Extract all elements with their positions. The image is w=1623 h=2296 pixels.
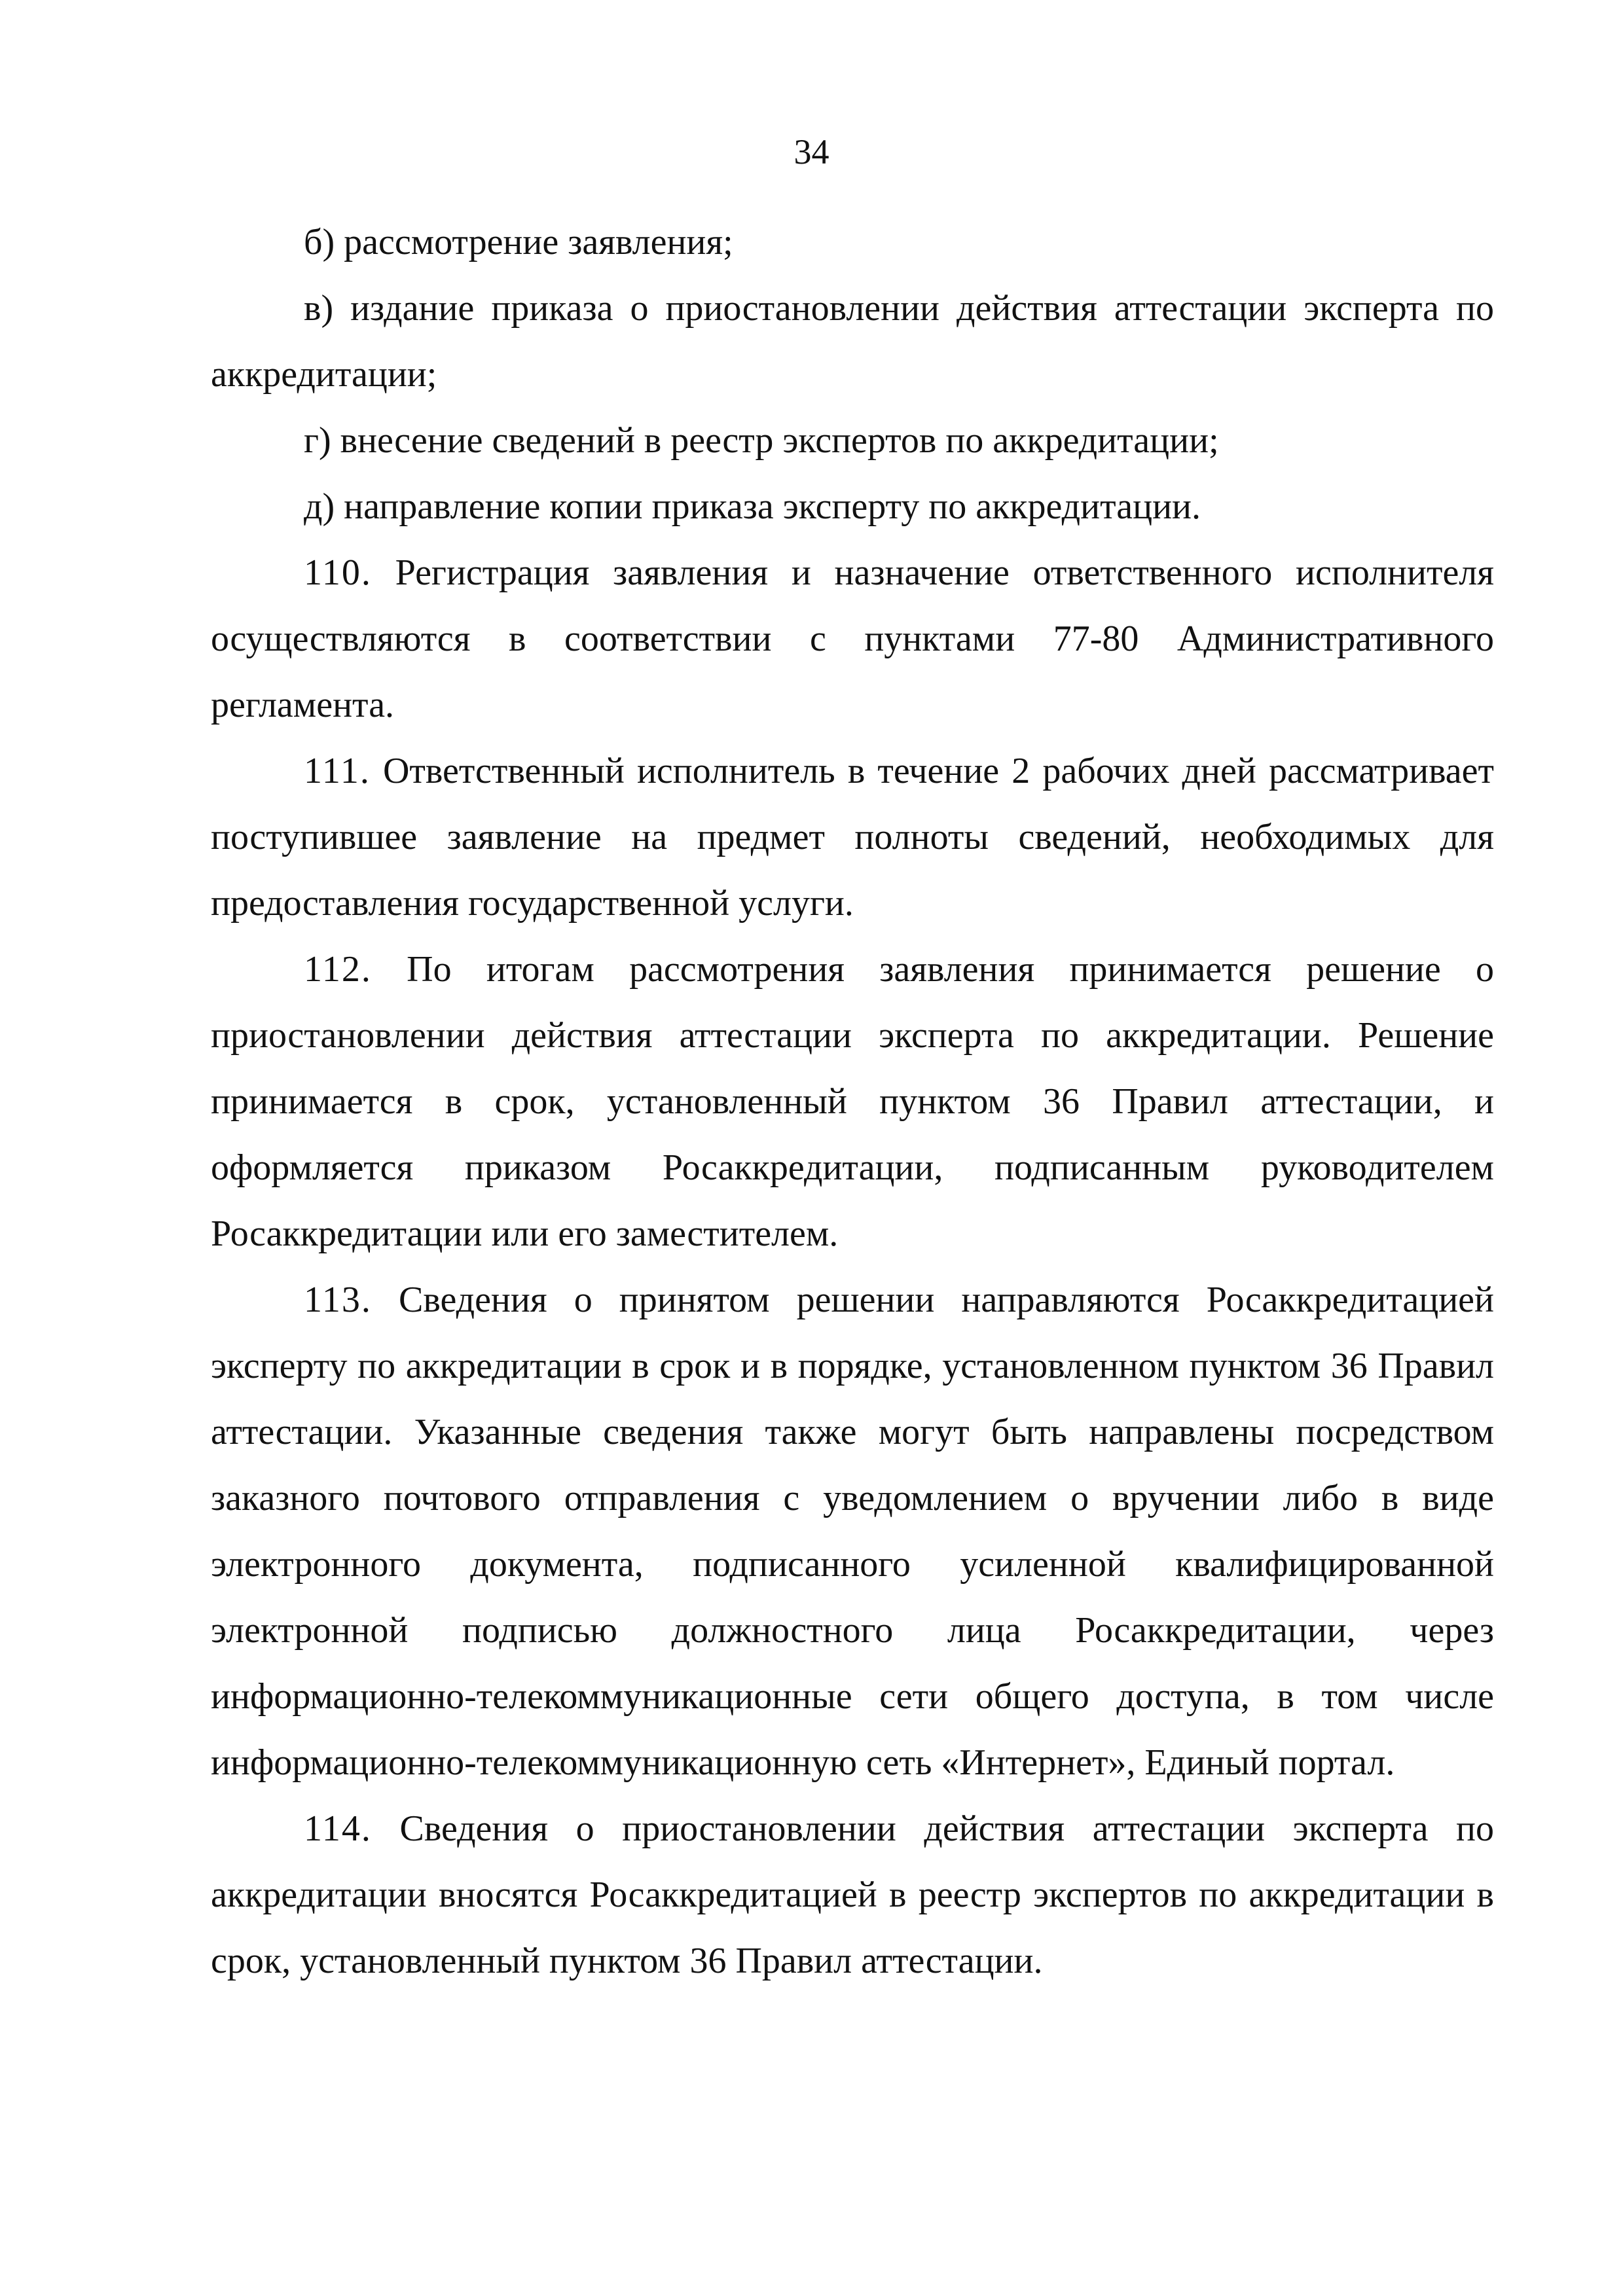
paragraph-text: Регистрация заявления и назначение ответственного исполнителя осуществляются в соответствии с пунктами 77-80 Административного регламента. xyxy=(211,552,1495,725)
paragraph-text: По итогам рассмотрения заявления принимается решение о приостановлении действия аттестации эксперта по аккредитации. Решение принимается в срок, установленный пунктом 36 Правил аттестации, и оформляется приказом Росаккредитации, подписанным руководителем Росаккредитации или его заместителем. xyxy=(211,949,1494,1254)
paragraph-d xyxy=(211,474,1494,540)
paragraph-111 xyxy=(211,738,1494,937)
paragraph-number: 114. xyxy=(304,1808,372,1849)
document-body xyxy=(211,209,1494,1994)
paragraph-number: 112. xyxy=(304,949,372,990)
paragraph-text: г) внесение сведений в реестр экспертов по аккредитации; xyxy=(304,420,1219,461)
paragraph-113 xyxy=(211,1267,1494,1796)
paragraph-b xyxy=(211,209,1494,276)
paragraph-v xyxy=(211,276,1494,408)
paragraph-text: в) издание приказа о приостановлении действия аттестации эксперта по аккредитации; xyxy=(211,288,1494,395)
paragraph-text: Сведения о приостановлении действия аттестации эксперта по аккредитации вносятся Росаккредитацией в реестр экспертов по аккредитации в срок, установленный пунктом 36 Правил аттестации. xyxy=(211,1808,1494,1981)
paragraph-text: б) рассмотрение заявления; xyxy=(304,222,733,262)
paragraph-110 xyxy=(211,540,1494,738)
paragraph-number: 110. xyxy=(304,552,372,593)
paragraph-number: 111. xyxy=(304,751,371,791)
paragraph-number: 113. xyxy=(304,1280,372,1320)
paragraph-114 xyxy=(211,1796,1494,1994)
paragraph-text: д) направление копии приказа эксперту по аккредитации. xyxy=(304,486,1201,527)
paragraph-text: Сведения о принятом решении направляются Росаккредитацией эксперту по аккредитации в срок и в порядке, установленном пунктом 36 Правил аттестации. Указанные сведения также могут быть направлены посредством заказного почтового отправления с уведомлением о вручении либо в виде электронного документа, подписанного усиленной квалифицированной электронной подписью должностного лица Росаккредитации, через информационно-телекоммуникационные сети общего доступа, в том числе информационно-телекоммуникационную сеть «Интернет», Единый портал. xyxy=(211,1280,1494,1783)
paragraph-g xyxy=(211,408,1494,474)
paragraph-text: Ответственный исполнитель в течение 2 рабочих дней рассматривает поступившее заявление на предмет полноты сведений, необходимых для предоставления государственной услуги. xyxy=(211,751,1494,924)
paragraph-112 xyxy=(211,937,1494,1267)
page-number: 34 xyxy=(793,132,830,171)
